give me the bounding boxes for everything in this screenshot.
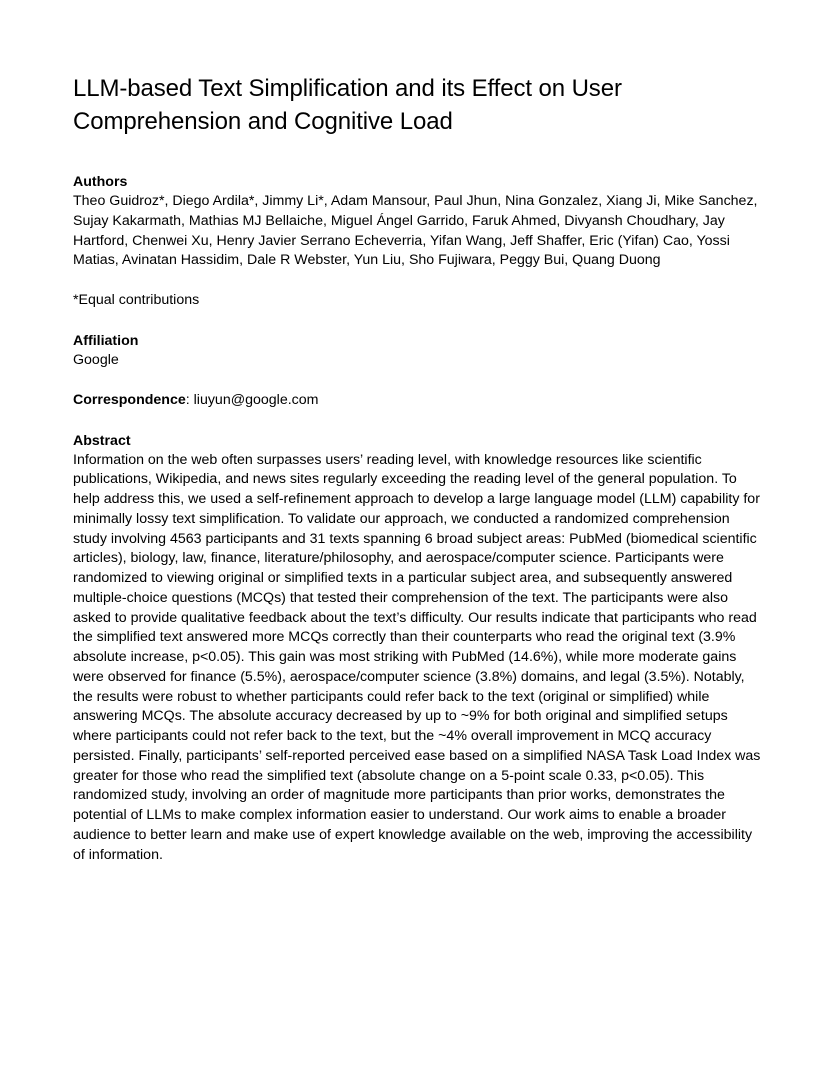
correspondence-label: Correspondence (73, 391, 186, 408)
abstract-text: Information on the web often surpasses users’ reading level, with knowledge resources like scientific publications, Wikipedia, and news sites regularly exceeding the reading level of the general population. To help address this, we used a self-refinement approach to develop a large language model (LLM) capability for minimally lossy text simplification. To validate our approach, we conducted a randomized comprehension study involving 4563 participants and 31 texts spanning 6 broad subject areas: PubMed (biomedical scientific articles), biology, law, finance, literature/philosophy, and aerospace/computer science. Participants were randomized to viewing original or simplified texts in a particular subject area, and subsequently answered multiple-choice questions (MCQs) that tested their comprehension of the text. The participants were also asked to provide qualitative feedback about the text’s difficulty. Our results indicate that participants who read the simplified text answered more MCQs correctly than their counterparts who read the original text (3.9% absolute increase, p<0.05). This gain was most striking with PubMed (14.6%), while more moderate gains were observed for finance (5.5%), aerospace/computer science (3.8%) domains, and legal (3.5%). Notably, the results were robust to whether participants could refer back to the text (original or simplified) while answering MCQs. The absolute accuracy decreased by up to ~9% for both original and simplified setups where participants could not refer back to the text, but the ~4% overall improvement in MCQ accuracy persisted. Finally, participants’ self-reported perceived ease based on a simplified NASA Task Load Index was greater for those who read the simplified text (absolute change on a 5-point scale 0.33, p<0.05). This randomized study, involving an order of magnitude more participants than prior works, demonstrates the potential of LLMs to make complex information easier to understand. Our work aims to enable a broader audience to better learn and make use of expert knowledge available on the web, improving the accessibility of information. (73, 451, 761, 863)
authors-section (73, 172, 763, 271)
affiliation-text: Google (73, 351, 119, 368)
correspondence-email: liuyun@google.com (193, 391, 319, 408)
correspondence-section (73, 391, 763, 411)
abstract-heading: Abstract (73, 432, 131, 449)
correspondence-separator: : (185, 391, 194, 408)
equal-contributions-note-section (73, 291, 763, 311)
equal-contributions-note: *Equal contributions (73, 292, 200, 309)
authors-heading: Authors (73, 174, 128, 190)
authors-list: Theo Guidroz*, Diego Ardila*, Jimmy Li*, Adam Mansour, Paul Jhun, Nina Gonzalez, Xiang Ji, Mike Sanchez, Sujay Kakarmath, Mathias MJ Bellaiche, Miguel Ángel Garrido, Faruk Ahmed, Divyansh Choudhary, Jay Hartford, Chenwei Xu, Henry Javier Serrano Echeverria, Yifan Wang, Jeff Shaffer, Eric (Yifan) Cao, Yossi Matias, Avinatan Hassidim, Dale R Webster, Yun Liu, Sho Fujiwara, Peggy Bui, Quang Duong (73, 193, 758, 269)
paper-page (73, 72, 763, 885)
correspondence-line (73, 391, 763, 411)
affiliation-section (73, 331, 763, 371)
abstract-section (73, 431, 763, 866)
affiliation-heading: Affiliation (73, 332, 139, 349)
paper-title: LLM-based Text Simplification and its Effect on User Comprehension and Cognitive Load (73, 75, 622, 135)
